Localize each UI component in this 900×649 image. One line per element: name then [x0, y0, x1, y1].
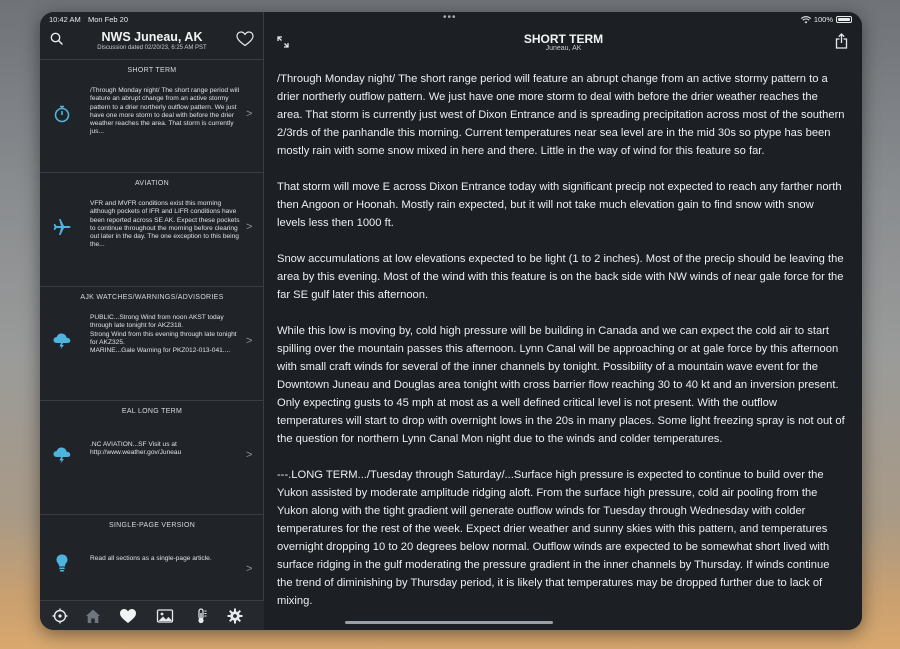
- article-paragraph: Snow accumulations at low elevations expected to be light (1 to 2 inches). Most of the precip should be leaving the area by this evening. Most of the wind with this feature is on the back side with NW winds of near gale force for the far SE gulf later this afternoon.: [277, 253, 844, 301]
- section-item-aviation[interactable]: [40, 173, 264, 287]
- home-icon[interactable]: [84, 608, 102, 624]
- article-paragraph: That storm will move E across Dixon Entrance today with significant precip not expected to reach any farther north then Angoon or Hoonah. Mostly rain expected, but it will not take much elevation gain to find snow with snow levels less then 1000 ft.: [277, 181, 842, 229]
- status-right: [801, 15, 852, 24]
- article-body: [277, 70, 845, 616]
- location-title: NWS Juneau, AK: [101, 30, 203, 44]
- airplane-icon: [52, 217, 72, 237]
- section-heading: SHORT TERM: [127, 67, 177, 74]
- article-paragraph: While this low is moving by, cold high pressure will be building in Canada and we can expect the cold air to start spilling over the mountain passes this afternoon. Lynn Canal will be approaching or at gale force by this afternoon with small craft winds for several of the inner channels by tonight. Possibility of a mountain wave event for the Downtown Juneau and Douglas area tonight with cross barrier flow reaching 30 to 40 kt and an inversion present. Only expecting gusts to 45 mph at most as a well defined critical level is not present. With the outflow temperatures will start to drop with overnight lows in the 20s in many places. Some light freezing spray is not out of the question for northern Lynn Canal Mon night due to the winds and colder temperatures.: [277, 325, 845, 445]
- battery-icon: [836, 16, 852, 23]
- heart-icon[interactable]: [119, 608, 137, 624]
- page-subtitle: Juneau, AK: [545, 45, 582, 52]
- article-paragraph: /Through Monday night/ The short range period will feature an abrupt change from an active stormy pattern to a drier northerly outflow pattern. We just have one more storm to deal with before the drier weather reaches the area. That storm is currently just west of Dixon Entrance and is spreading precipitation across most of the southern 2/3rds of the panhandle this morning. Current temperatures near sea level are in the mid 30s so ptype has been mostly rain with some snow mixed in here and there. Little in the way of wind for this feature so far.: [277, 73, 845, 157]
- chevron-right-icon: >: [246, 335, 253, 347]
- status-time: 10:42 AM: [49, 15, 81, 24]
- section-item-long-term[interactable]: [40, 401, 264, 515]
- lightbulb-icon: [52, 553, 72, 573]
- article-scroll[interactable]: [265, 12, 862, 616]
- ipad-window: [40, 12, 862, 630]
- article-paragraph: ---.LONG TERM.../Tuesday through Saturday/...Surface high pressure is expected to continue to build over the Yukon assisted by moderate amplitude ridging aloft. From the surface high pressure, cold air pooling from the Yukon along with the tight gradient will generate outflow winds for Tuesday through Wednesday with colder temperatures for the rest of the week. Expect drier weather and sunny skies with this pattern, and temperatures overnight dropping 10 to 20 degrees below normal. Outflow winds are expected to be somewhat short lived with surface ridging in the gulf moderating the pressure gradient in the inner channels by Thursday. If winds continue the trend of diminishing by Thursday period, it is likely that temperatures may be dropped further due to lack of mixing.: [277, 469, 830, 607]
- chevron-right-icon: >: [246, 221, 253, 233]
- page-title: SHORT TERM: [523, 32, 604, 46]
- section-preview: /Through Monday night/ The short range period will feature an abrupt change from an active stormy pattern to a drier northerly outflow pattern. We just have one more storm to deal with before the drier weather reaches the area. That storm is currently jus...: [90, 87, 240, 136]
- section-heading: SINGLE-PAGE VERSION: [108, 522, 196, 529]
- section-preview: Read all sections as a single-page article.: [90, 555, 212, 562]
- thermometer-icon[interactable]: [192, 608, 210, 624]
- chevron-right-icon: >: [246, 108, 253, 120]
- gear-icon[interactable]: [226, 608, 244, 624]
- chevron-right-icon: >: [246, 563, 253, 575]
- stopwatch-icon: [52, 104, 72, 124]
- target-icon[interactable]: [51, 608, 69, 624]
- home-indicator[interactable]: [345, 621, 553, 624]
- section-preview: PUBLIC...Strong Wind from noon AKST today through late tonight for AKZ318. Strong Wind from this evening through late tonight for AKZ325. MARINE...Gale Warning for PKZ012-013-041....: [90, 314, 237, 355]
- discussion-date: Discussion dated 02/20/23, 6:25 AM PST: [97, 45, 207, 51]
- favorite-heart-icon[interactable]: [236, 31, 254, 47]
- wifi-icon: [801, 16, 811, 24]
- storm-cloud-icon: [52, 445, 72, 465]
- image-icon[interactable]: [156, 608, 174, 624]
- section-heading: AVIATION: [134, 180, 170, 187]
- multitask-dots[interactable]: •••: [443, 12, 457, 23]
- section-heading: EAL LONG TERM: [121, 408, 183, 415]
- tab-bar: [40, 600, 264, 630]
- section-item-short-term[interactable]: [40, 59, 264, 173]
- status-bar: [40, 12, 862, 28]
- battery-percent: 100%: [813, 15, 833, 24]
- chevron-right-icon: >: [246, 449, 253, 461]
- status-date: Mon Feb 20: [88, 15, 129, 24]
- section-heading: AJK WATCHES/WARNINGS/ADVISORIES: [80, 294, 224, 301]
- section-list: [40, 59, 264, 629]
- section-item-watches-warnings[interactable]: [40, 287, 264, 401]
- sidebar: [40, 12, 264, 630]
- article-pane: [265, 12, 862, 630]
- storm-cloud-icon: [52, 331, 72, 351]
- section-preview: .NC AVIATION...SF Visit us at http://www.weather.gov/Juneau: [90, 441, 182, 457]
- section-preview: VFR and MVFR conditions exist this morning although pockets of IFR and LIFR conditions have been reported across SE AK. Expect these pockets to continue throughout the morning before clearing out later in the day. The one exception to this being the...: [90, 200, 240, 249]
